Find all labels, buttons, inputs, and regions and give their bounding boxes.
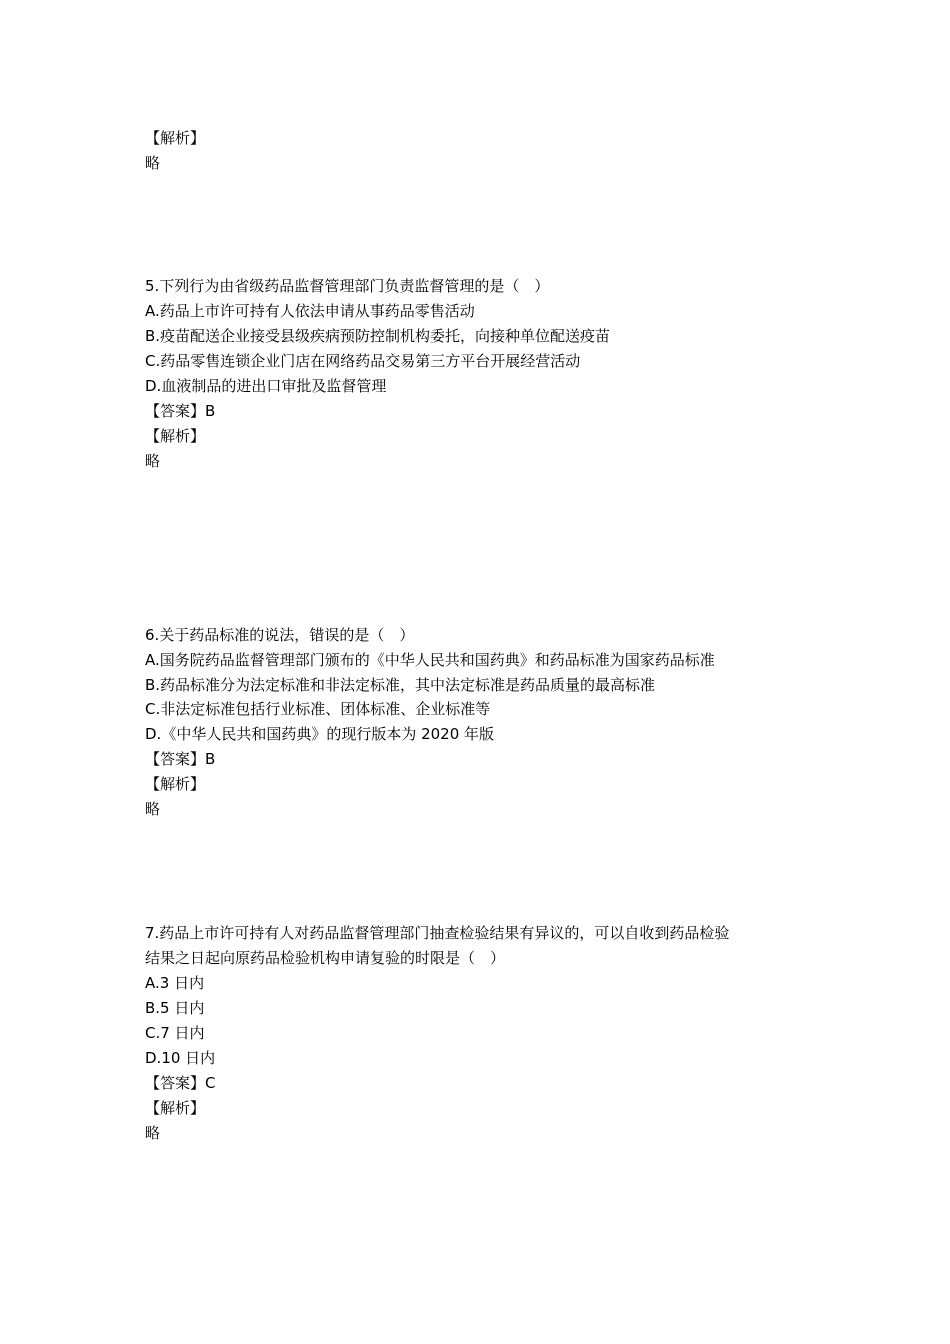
option-c: C.非法定标准包括行业标准、团体标准、企业标准等 — [145, 700, 491, 718]
option-b: B.疫苗配送企业接受县级疾病预防控制机构委托，向接种单位配送疫苗 — [145, 327, 611, 345]
question-stem: 5.下列行为由省级药品监督管理部门负责监督管理的是（ ） — [145, 277, 550, 295]
analysis-label: 【解析】 — [145, 775, 206, 793]
analysis-label: 【解析】 — [145, 427, 206, 445]
option-a: A.药品上市许可持有人依法申请从事药品零售活动 — [145, 302, 475, 320]
answer: 【答案】B — [145, 750, 216, 768]
question-stem-line-2: 结果之日起向原药品检验机构申请复验的时限是（ ） — [145, 949, 506, 967]
option-b: B.药品标准分为法定标准和非法定标准，其中法定标准是药品质量的最高标准 — [145, 676, 656, 694]
option-a: A.国务院药品监督管理部门颁布的《中华人民共和国药典》和药品标准为国家药品标准 — [145, 651, 715, 669]
question-stem: 6.关于药品标准的说法，错误的是（ ） — [145, 626, 415, 644]
analysis-text: 略 — [145, 452, 161, 470]
analysis-text: 略 — [145, 154, 161, 172]
option-d: D.血液制品的进出口审批及监督管理 — [145, 377, 387, 395]
analysis-label: 【解析】 — [145, 1099, 206, 1117]
option-d: D.10 日内 — [145, 1049, 216, 1067]
analysis-label: 【解析】 — [145, 129, 206, 147]
option-b: B.5 日内 — [145, 999, 205, 1017]
question-stem-line-1: 7.药品上市许可持有人对药品监督管理部门抽查检验结果有异议的，可以自收到药品检验 — [145, 924, 730, 942]
option-a: A.3 日内 — [145, 974, 205, 992]
analysis-text: 略 — [145, 800, 161, 818]
option-d: D.《中华人民共和国药典》的现行版本为 2020 年版 — [145, 725, 495, 743]
answer: 【答案】B — [145, 402, 216, 420]
option-c: C.药品零售连锁企业门店在网络药品交易第三方平台开展经营活动 — [145, 352, 581, 370]
answer: 【答案】C — [145, 1074, 216, 1092]
option-c: C.7 日内 — [145, 1024, 205, 1042]
analysis-text: 略 — [145, 1124, 161, 1142]
